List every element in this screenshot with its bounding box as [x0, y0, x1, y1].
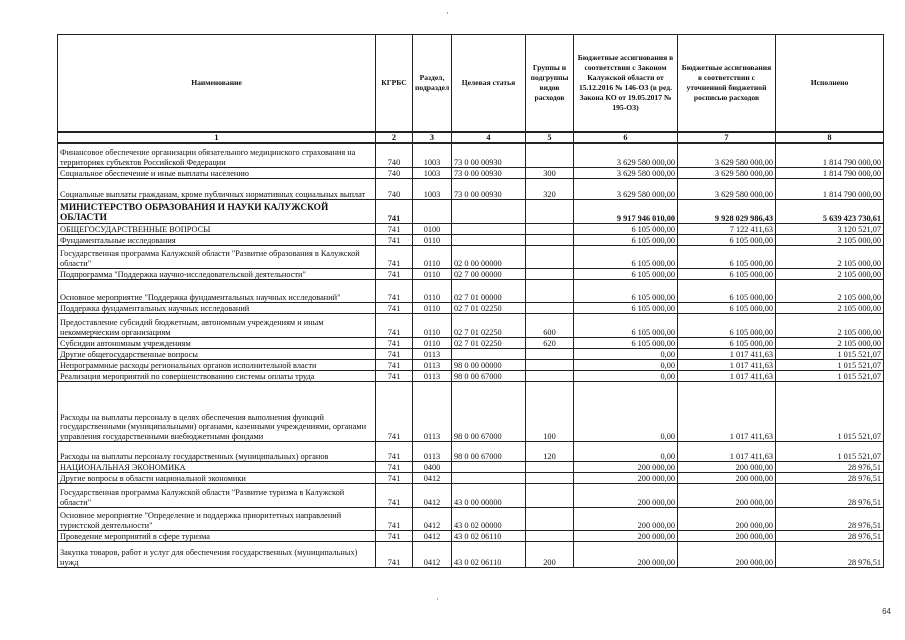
row-section: 0400 [413, 461, 452, 472]
column-number: 7 [678, 132, 776, 143]
row-name: Основное мероприятие "Определение и поддержка приоритетных направлений туристской деятельности" [58, 507, 376, 530]
row-target: 02 7 01 02250 [452, 302, 526, 313]
row-budget-law: 200 000,00 [574, 530, 678, 541]
row-executed: 2 105 000,00 [776, 245, 884, 268]
scan-mark-top: · [446, 8, 449, 18]
row-budget-law: 6 105 000,00 [574, 313, 678, 337]
row-group [526, 530, 574, 541]
row-group [526, 359, 574, 370]
row-budget-revised: 200 000,00 [678, 530, 776, 541]
row-kgrbs: 741 [376, 472, 413, 483]
row-section: 0110 [413, 337, 452, 348]
row-kgrbs: 741 [376, 302, 413, 313]
page-number: 64 [882, 607, 891, 616]
table-row [58, 530, 884, 541]
row-executed: 1 015 521,07 [776, 348, 884, 359]
row-executed: 28 976,51 [776, 472, 884, 483]
row-name: Социальное обеспечение и иные выплаты населению [58, 167, 376, 178]
row-target: 43 0 02 00000 [452, 507, 526, 530]
row-section: 0412 [413, 530, 452, 541]
row-target: 02 7 01 02250 [452, 337, 526, 348]
row-budget-law: 3 629 580 000,00 [574, 178, 678, 199]
table-row [58, 507, 884, 530]
table-row [58, 167, 884, 178]
row-name: Реализация мероприятий по совершенствованию системы оплаты труда [58, 370, 376, 381]
row-target: 73 0 00 00930 [452, 143, 526, 167]
row-budget-law: 3 629 580 000,00 [574, 167, 678, 178]
row-section: 0100 [413, 223, 452, 234]
table-row [58, 348, 884, 359]
row-budget-revised: 3 629 580 000,00 [678, 167, 776, 178]
row-group: 300 [526, 167, 574, 178]
row-group [526, 143, 574, 167]
row-kgrbs: 741 [376, 441, 413, 461]
row-group [526, 461, 574, 472]
column-number: 6 [574, 132, 678, 143]
row-budget-revised: 6 105 000,00 [678, 313, 776, 337]
column-number: 3 [413, 132, 452, 143]
row-kgrbs: 741 [376, 348, 413, 359]
row-budget-law: 6 105 000,00 [574, 245, 678, 268]
row-group: 120 [526, 441, 574, 461]
table-row [58, 541, 884, 567]
row-executed: 5 639 423 730,61 [776, 199, 884, 223]
row-kgrbs: 741 [376, 223, 413, 234]
header-budget-law: Бюджетные ассигнования в соответствии с Законом Калужской области от 15.12.2016 № 146-ОЗ (в ред. Закона КО от 19.05.2017 № 195-ОЗ) [574, 35, 678, 133]
row-target: 02 0 00 00000 [452, 245, 526, 268]
row-name: Финансовое обеспечение организации обязательного медицинского страхования на территориях субъектов Российской Федерации [58, 143, 376, 167]
column-number: 4 [452, 132, 526, 143]
row-kgrbs: 740 [376, 143, 413, 167]
row-target: 43 0 02 06110 [452, 541, 526, 567]
row-group [526, 507, 574, 530]
budget-table [57, 34, 884, 568]
row-group [526, 279, 574, 302]
table-row [58, 359, 884, 370]
row-kgrbs: 741 [376, 530, 413, 541]
table-row [58, 472, 884, 483]
row-target: 98 0 00 67000 [452, 441, 526, 461]
row-executed: 28 976,51 [776, 507, 884, 530]
row-section: 0113 [413, 359, 452, 370]
row-group [526, 348, 574, 359]
row-kgrbs: 741 [376, 541, 413, 567]
row-group: 320 [526, 178, 574, 199]
row-name: Закупка товаров, работ и услуг для обеспечения государственных (муниципальных) нужд [58, 541, 376, 567]
row-name: МИНИСТЕРСТВО ОБРАЗОВАНИЯ И НАУКИ КАЛУЖСКОЙ ОБЛАСТИ [58, 199, 376, 223]
row-section: 0110 [413, 279, 452, 302]
row-group [526, 199, 574, 223]
row-name: Фундаментальные исследования [58, 234, 376, 245]
row-name: ОБЩЕГОСУДАРСТВЕННЫЕ ВОПРОСЫ [58, 223, 376, 234]
row-budget-revised: 1 017 411,63 [678, 348, 776, 359]
row-section: 0113 [413, 348, 452, 359]
row-budget-law: 200 000,00 [574, 507, 678, 530]
row-budget-revised: 6 105 000,00 [678, 245, 776, 268]
row-budget-revised: 200 000,00 [678, 541, 776, 567]
column-number-row [58, 132, 884, 143]
row-section: 1003 [413, 167, 452, 178]
row-budget-law: 9 917 946 010,00 [574, 199, 678, 223]
table-header-row [58, 35, 884, 133]
table-row [58, 381, 884, 441]
column-number: 5 [526, 132, 574, 143]
row-name: Государственная программа Калужской области "Развитие образования в Калужской области" [58, 245, 376, 268]
row-target: 02 7 00 00000 [452, 268, 526, 279]
row-budget-revised: 1 017 411,63 [678, 381, 776, 441]
row-executed: 2 105 000,00 [776, 279, 884, 302]
row-name: Субсидии автономным учреждениям [58, 337, 376, 348]
row-budget-revised: 6 105 000,00 [678, 279, 776, 302]
column-number: 2 [376, 132, 413, 143]
row-target: 43 0 00 00000 [452, 483, 526, 507]
row-target: 98 0 00 67000 [452, 370, 526, 381]
row-budget-revised: 6 105 000,00 [678, 268, 776, 279]
row-budget-law: 6 105 000,00 [574, 337, 678, 348]
row-executed: 1 015 521,07 [776, 441, 884, 461]
header-section: Раздел, подраздел [413, 35, 452, 133]
row-section: 0412 [413, 507, 452, 530]
row-group: 200 [526, 541, 574, 567]
row-target: 98 0 00 67000 [452, 381, 526, 441]
row-name: Государственная программа Калужской области "Развитие туризма в Калужской области" [58, 483, 376, 507]
table-row [58, 178, 884, 199]
row-executed: 2 105 000,00 [776, 234, 884, 245]
column-number: 8 [776, 132, 884, 143]
table-row [58, 279, 884, 302]
table-row [58, 313, 884, 337]
row-executed: 1 814 790 000,00 [776, 178, 884, 199]
row-kgrbs: 741 [376, 381, 413, 441]
row-executed: 2 105 000,00 [776, 302, 884, 313]
row-executed: 28 976,51 [776, 483, 884, 507]
row-executed: 2 105 000,00 [776, 268, 884, 279]
row-section: 1003 [413, 143, 452, 167]
row-budget-revised: 200 000,00 [678, 483, 776, 507]
row-executed: 1 814 790 000,00 [776, 167, 884, 178]
row-kgrbs: 741 [376, 483, 413, 507]
row-name: НАЦИОНАЛЬНАЯ ЭКОНОМИКА [58, 461, 376, 472]
row-budget-revised: 1 017 411,63 [678, 441, 776, 461]
row-executed: 1 814 790 000,00 [776, 143, 884, 167]
row-name: Социальные выплаты гражданам, кроме публичных нормативных социальных выплат [58, 178, 376, 199]
row-kgrbs: 741 [376, 268, 413, 279]
table-row [58, 245, 884, 268]
table-row [58, 223, 884, 234]
row-budget-revised: 1 017 411,63 [678, 359, 776, 370]
row-target [452, 348, 526, 359]
row-section [413, 199, 452, 223]
header-budget-revised: Бюджетные ассигнования в соответствии с уточненной бюджетной росписью расходов [678, 35, 776, 133]
row-kgrbs: 740 [376, 178, 413, 199]
row-name: Подпрограмма "Поддержка научно-исследовательской деятельности" [58, 268, 376, 279]
row-budget-law: 6 105 000,00 [574, 223, 678, 234]
header-target: Целевая статья [452, 35, 526, 133]
row-group [526, 245, 574, 268]
row-section: 0113 [413, 370, 452, 381]
row-budget-law: 0,00 [574, 370, 678, 381]
row-budget-law: 200 000,00 [574, 461, 678, 472]
table-row [58, 441, 884, 461]
row-group: 100 [526, 381, 574, 441]
header-kgrbs: КГРБС [376, 35, 413, 133]
row-kgrbs: 741 [376, 313, 413, 337]
row-group [526, 234, 574, 245]
row-budget-law: 200 000,00 [574, 483, 678, 507]
row-section: 0110 [413, 234, 452, 245]
row-executed: 28 976,51 [776, 461, 884, 472]
row-target [452, 472, 526, 483]
row-kgrbs: 741 [376, 359, 413, 370]
table-row [58, 268, 884, 279]
row-name: Другие общегосударственные вопросы [58, 348, 376, 359]
table-body [58, 143, 884, 567]
header-name: Наименование [58, 35, 376, 133]
row-name: Расходы на выплаты персоналу в целях обеспечения выполнения функций государственными (муниципальными) органами, казенными учреждениями, органами управления государственными внебюджетными фондами [58, 381, 376, 441]
table-row [58, 302, 884, 313]
row-name: Расходы на выплаты персоналу государственных (муниципальных) органов [58, 441, 376, 461]
row-target: 73 0 00 00930 [452, 178, 526, 199]
row-budget-law: 200 000,00 [574, 472, 678, 483]
row-budget-revised: 6 105 000,00 [678, 234, 776, 245]
row-budget-revised: 1 017 411,63 [678, 370, 776, 381]
table-row [58, 483, 884, 507]
row-group [526, 268, 574, 279]
row-kgrbs: 740 [376, 167, 413, 178]
row-budget-law: 3 629 580 000,00 [574, 143, 678, 167]
header-executed: Исполнено [776, 35, 884, 133]
row-target [452, 223, 526, 234]
table-row [58, 199, 884, 223]
scan-mark-bottom: · [436, 594, 439, 604]
row-budget-law: 0,00 [574, 359, 678, 370]
row-target: 73 0 00 00930 [452, 167, 526, 178]
row-kgrbs: 741 [376, 234, 413, 245]
row-budget-law: 0,00 [574, 441, 678, 461]
table-row [58, 337, 884, 348]
row-target: 43 0 02 06110 [452, 530, 526, 541]
row-name: Другие вопросы в области национальной экономики [58, 472, 376, 483]
row-executed: 2 105 000,00 [776, 337, 884, 348]
row-executed: 2 105 000,00 [776, 313, 884, 337]
row-budget-revised: 200 000,00 [678, 461, 776, 472]
row-target [452, 461, 526, 472]
row-group: 600 [526, 313, 574, 337]
row-executed: 28 976,51 [776, 530, 884, 541]
table-row [58, 461, 884, 472]
row-target [452, 234, 526, 245]
table-row [58, 234, 884, 245]
row-budget-revised: 9 928 029 986,43 [678, 199, 776, 223]
header-group: Группы и подгруппы видов расходов [526, 35, 574, 133]
row-name: Непрограммные расходы региональных органов исполнительной власти [58, 359, 376, 370]
row-group [526, 472, 574, 483]
row-kgrbs: 741 [376, 199, 413, 223]
row-budget-law: 0,00 [574, 348, 678, 359]
row-budget-revised: 200 000,00 [678, 507, 776, 530]
row-executed: 1 015 521,07 [776, 359, 884, 370]
row-budget-law: 0,00 [574, 381, 678, 441]
row-group [526, 483, 574, 507]
row-section: 0110 [413, 268, 452, 279]
row-name: Предоставление субсидий бюджетным, автономным учреждениям и иным некоммерческим организациям [58, 313, 376, 337]
row-kgrbs: 741 [376, 337, 413, 348]
row-budget-law: 6 105 000,00 [574, 302, 678, 313]
column-number: 1 [58, 132, 376, 143]
row-kgrbs: 741 [376, 461, 413, 472]
row-section: 0110 [413, 302, 452, 313]
row-budget-revised: 200 000,00 [678, 472, 776, 483]
row-section: 0110 [413, 245, 452, 268]
row-section: 1003 [413, 178, 452, 199]
row-target: 98 0 00 00000 [452, 359, 526, 370]
row-section: 0110 [413, 313, 452, 337]
row-budget-revised: 3 629 580 000,00 [678, 143, 776, 167]
row-name: Проведение мероприятий в сфере туризма [58, 530, 376, 541]
row-kgrbs: 741 [376, 507, 413, 530]
row-group [526, 370, 574, 381]
row-target [452, 199, 526, 223]
row-group [526, 223, 574, 234]
row-name: Основное мероприятие "Поддержка фундаментальных научных исследований" [58, 279, 376, 302]
row-group: 620 [526, 337, 574, 348]
row-name: Поддержка фундаментальных научных исследований [58, 302, 376, 313]
row-section: 0113 [413, 381, 452, 441]
row-executed: 3 120 521,07 [776, 223, 884, 234]
table-row [58, 143, 884, 167]
row-budget-revised: 7 122 411,63 [678, 223, 776, 234]
row-kgrbs: 741 [376, 279, 413, 302]
row-budget-law: 200 000,00 [574, 541, 678, 567]
row-budget-law: 6 105 000,00 [574, 279, 678, 302]
row-section: 0412 [413, 483, 452, 507]
row-executed: 1 015 521,07 [776, 381, 884, 441]
row-executed: 28 976,51 [776, 541, 884, 567]
row-budget-revised: 6 105 000,00 [678, 337, 776, 348]
row-section: 0412 [413, 541, 452, 567]
row-section: 0412 [413, 472, 452, 483]
row-budget-law: 6 105 000,00 [574, 234, 678, 245]
row-kgrbs: 741 [376, 245, 413, 268]
row-group [526, 302, 574, 313]
row-section: 0113 [413, 441, 452, 461]
row-target: 02 7 01 00000 [452, 279, 526, 302]
row-executed: 1 015 521,07 [776, 370, 884, 381]
row-kgrbs: 741 [376, 370, 413, 381]
table-row [58, 370, 884, 381]
row-budget-revised: 6 105 000,00 [678, 302, 776, 313]
row-budget-law: 6 105 000,00 [574, 268, 678, 279]
row-budget-revised: 3 629 580 000,00 [678, 178, 776, 199]
row-target: 02 7 01 02250 [452, 313, 526, 337]
